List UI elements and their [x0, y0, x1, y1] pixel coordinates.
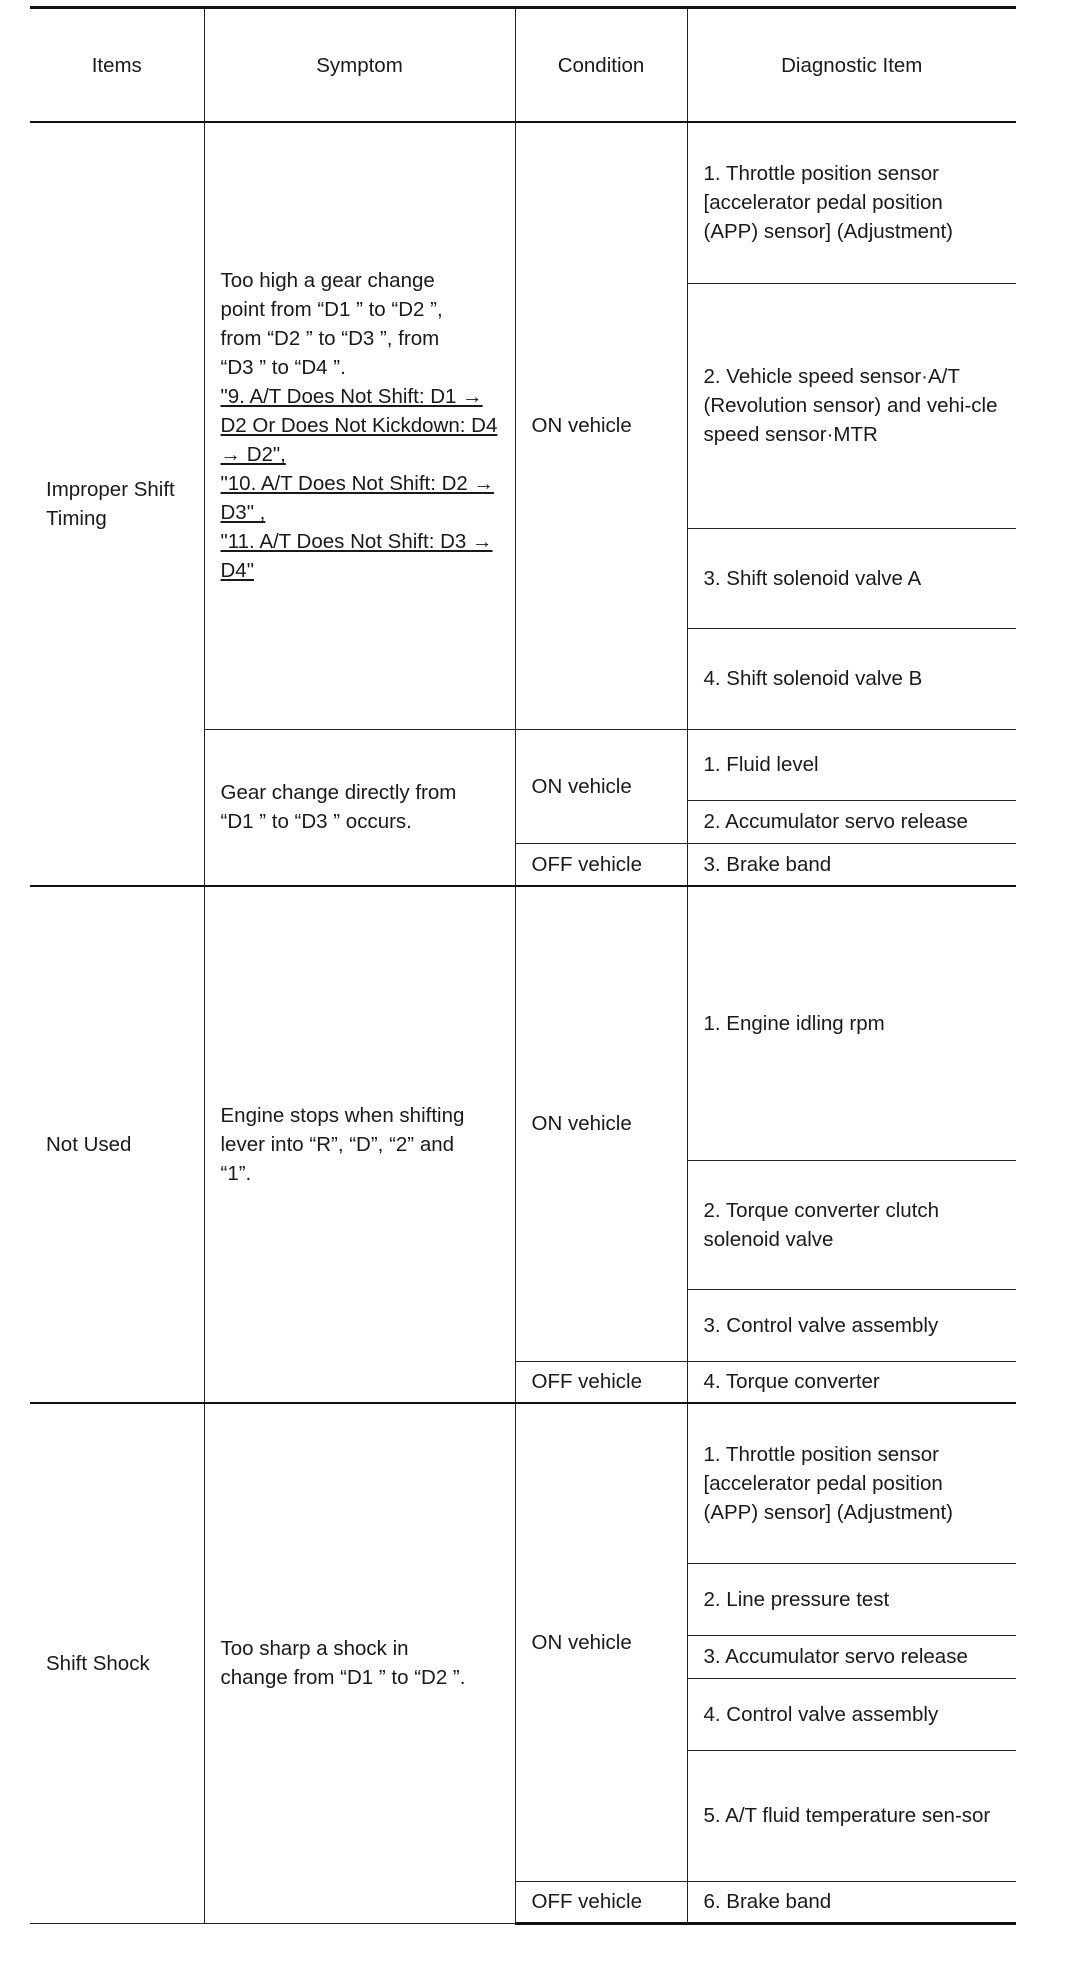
table-row [30, 122, 1016, 283]
symptom-cell [204, 122, 515, 729]
symptom-line: “D3 ” to “D4 ”. [220, 356, 346, 380]
reference-link[interactable]: "10. A/T Does Not Shift: D2 → D3" , [220, 472, 495, 525]
symptom-line: “1”. [220, 1162, 252, 1185]
diagnostic-item: 2. Vehicle speed sensor·A/T (Revolution sensor) and vehi-cle speed sensor·MTR [687, 283, 1016, 528]
diagnostic-item: 5. A/T fluid temperature sen-sor [687, 1750, 1016, 1881]
header-row [30, 8, 1016, 123]
diagnostic-item: 3. Brake band [687, 843, 1016, 886]
condition-cell: ON vehicle [515, 886, 687, 1361]
item-cell: Shift Shock [30, 1403, 204, 1923]
diagnostic-item: 3. Accumulator servo release [687, 1635, 1016, 1678]
diagnostic-item: 4. Shift solenoid valve B [687, 628, 1016, 729]
symptom-line: from “D2 ” to “D3 ”, from [220, 327, 440, 351]
reference-link[interactable]: "11. A/T Does Not Shift: D3 → D4" [220, 530, 493, 583]
diagnostic-table [30, 6, 1016, 1925]
header-items: Items [30, 8, 204, 123]
item-cell: Improper Shift Timing [30, 122, 204, 886]
symptom-line: point from “D1 ” to “D2 ”, [220, 298, 443, 322]
diagnostic-item: 1. Fluid level [687, 729, 1016, 800]
reference-link[interactable]: "9. A/T Does Not Shift: D1 → D2 Or Does Not Kickdown: D4 → D2", [220, 385, 498, 467]
diagnostic-item: 1. Throttle position sensor [accelerator pedal position (APP) sensor] (Adjustment) [687, 1403, 1016, 1563]
symptom-line: Engine stops when shifting [220, 1104, 465, 1127]
diagnostic-item: 4. Torque converter [687, 1361, 1016, 1403]
symptom-cell [204, 729, 515, 886]
symptom-cell [204, 1403, 515, 1923]
symptom-line: change from “D1 ” to “D2 ”. [220, 1666, 466, 1690]
symptom-line: “D1 ” to “D3 ” occurs. [220, 810, 412, 834]
condition-cell: ON vehicle [515, 729, 687, 843]
diagnostic-item: 2. Torque converter clutch solenoid valve [687, 1160, 1016, 1289]
symptom-line: Gear change directly from [220, 781, 457, 805]
condition-cell: OFF vehicle [515, 843, 687, 886]
diagnostic-item: 3. Control valve assembly [687, 1289, 1016, 1361]
diagnostic-item: 4. Control valve assembly [687, 1678, 1016, 1750]
symptom-cell [204, 886, 515, 1403]
header-diagnostic-item: Diagnostic Item [687, 8, 1016, 123]
diagnostic-table-wrapper [30, 6, 1016, 1925]
symptom-line: Too sharp a shock in [220, 1637, 409, 1661]
table-row [30, 1403, 1016, 1563]
condition-cell: ON vehicle [515, 1403, 687, 1881]
diagnostic-item: 3. Shift solenoid valve A [687, 528, 1016, 628]
diagnostic-item: 1. Engine idling rpm [687, 886, 1016, 1160]
header-condition: Condition [515, 8, 687, 123]
symptom-line: Too high a gear change [220, 269, 435, 293]
item-cell: Not Used [30, 886, 204, 1403]
condition-cell: OFF vehicle [515, 1881, 687, 1923]
condition-cell: ON vehicle [515, 122, 687, 729]
diagnostic-item: 1. Throttle position sensor [accelerator pedal position (APP) sensor] (Adjustment) [687, 122, 1016, 283]
diagnostic-item: 2. Line pressure test [687, 1563, 1016, 1635]
table-row [30, 886, 1016, 1160]
diagnostic-item: 6. Brake band [687, 1881, 1016, 1923]
symptom-line: lever into “R”, “D”, “2” and [220, 1133, 455, 1156]
header-symptom: Symptom [204, 8, 515, 123]
diagnostic-item: 2. Accumulator servo release [687, 800, 1016, 843]
condition-cell: OFF vehicle [515, 1361, 687, 1403]
